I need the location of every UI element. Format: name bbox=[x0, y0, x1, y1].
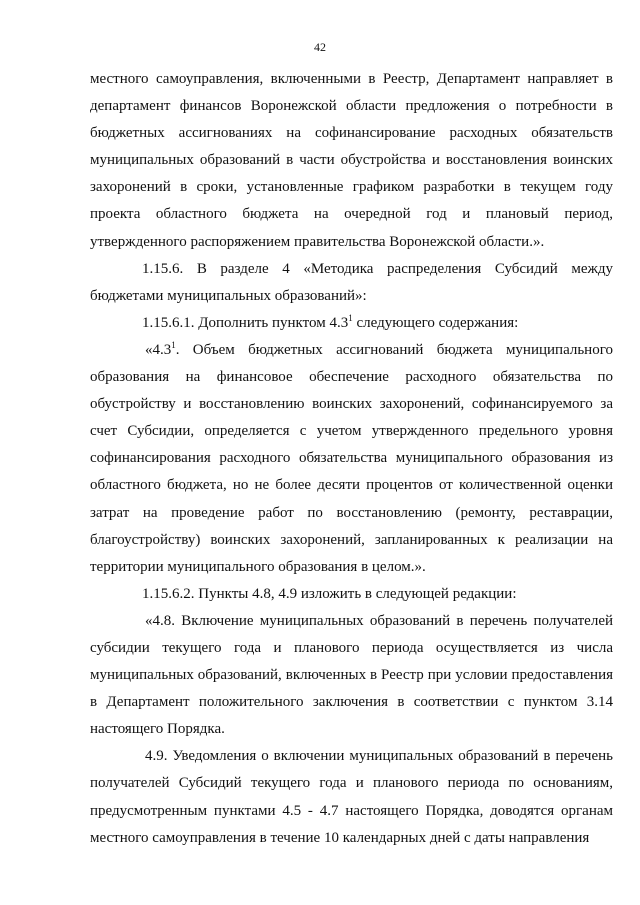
paragraph-1-15-6-2: 1.15.6.2. Пункты 4.8, 4.9 изложить в следующей редакции: bbox=[142, 585, 517, 602]
paragraph-1-15-6-1-text-end: следующего содержания: bbox=[352, 314, 519, 331]
paragraph-4-3-1-text-end: . Объем бюджетных ассигнований бюджета муниципального образования на финансовое обеспечение расходного обязательства по обустройству и восстановлению воинских захоронений, софинансируемого за счет Субсидии, определяется с учетом утвержденного предельного уровня софинансирования расходного обязательства муниципального образования из областного бюджета, но не более десяти процентов от количественной оценки затрат на проведение работ по восстановлению (ремонту, реставрации, благоустройству) воинских захоронений, запланированных к реализации на территории муниципального образования в целом.». bbox=[90, 341, 613, 575]
superscript-index: 1 bbox=[348, 312, 353, 323]
paragraph-1-15-6-1 bbox=[90, 310, 613, 337]
paragraph-4-3-1-quote bbox=[90, 337, 613, 581]
page-number: 42 bbox=[314, 40, 326, 54]
document-body bbox=[90, 66, 613, 852]
paragraph-1-15-6: 1.15.6. В разделе 4 «Методика распределения Субсидий между бюджетами муниципальных образований»: bbox=[90, 260, 613, 304]
paragraph-4-9: 4.9. Уведомления о включении муниципальных образований в перечень получателей Субсидий текущего года и планового периода по основаниям, предусмотренным пунктами 4.5 - 4.7 настоящего Порядка, доводятся органам местного самоуправления в течение 10 календарных дней с даты направления bbox=[90, 748, 613, 846]
paragraph-4-8-quote: «4.8. Включение муниципальных образований в перечень получателей субсидии текущего года и планового периода осуществляется из числа муниципальных образований, включенных в Реестр при условии предоставления в Департамент положительного заключения в соответствии с пунктом 3.14 настоящего Порядка. bbox=[90, 612, 613, 738]
superscript-index: 1 bbox=[171, 339, 176, 350]
paragraph-continuation: местного самоуправления, включенными в Реестр, Департамент направляет в департамент финансов Воронежской области предложения о потребности в бюджетных ассигнованиях на софинансирование расходных обязательств муниципальных образований в части обустройства и восстановления воинских захоронений в сроки, установленные графиком разработки в текущем году проекта областного бюджета на очередной год и плановый период, утвержденного распоряжением правительства Воронежской области.». bbox=[90, 71, 613, 250]
paragraph-1-15-6-1-text-start: 1.15.6.1. Дополнить пунктом 4.3 bbox=[142, 314, 349, 331]
paragraph-4-3-1-text-start: «4.3 bbox=[145, 341, 172, 358]
